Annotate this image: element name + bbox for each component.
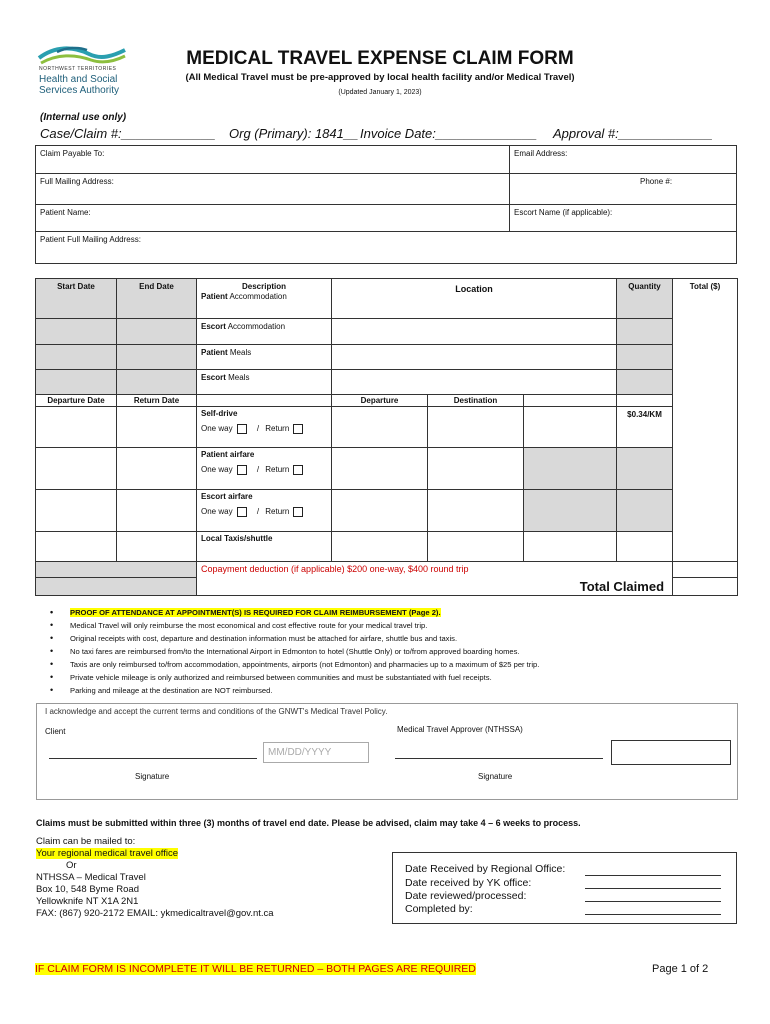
travel-qty-spacer	[524, 395, 617, 407]
destination-input[interactable]	[428, 532, 524, 562]
return-date-input[interactable]	[117, 532, 197, 562]
start-date-input[interactable]	[36, 370, 117, 395]
escort-name-field[interactable]	[510, 205, 737, 232]
note-item: • Medical Travel will only reimburse the most economical and cost effective route for your medical travel trip.	[50, 619, 710, 632]
row-2-bold: Escort	[201, 322, 226, 331]
row-2-desc: Accommodation	[225, 322, 286, 331]
completed-input[interactable]	[585, 914, 721, 915]
approver-signature-line[interactable]	[395, 758, 603, 759]
row-3-bold: Patient	[201, 348, 228, 357]
quantity-input-disabled	[524, 490, 617, 532]
logo	[37, 44, 137, 99]
one-way-checkbox[interactable]	[237, 465, 247, 475]
page-title: MEDICAL TRAVEL EXPENSE CLAIM FORM	[186, 48, 574, 69]
claim-payable-field[interactable]	[36, 146, 510, 174]
email-field[interactable]	[510, 146, 737, 174]
row-4-desc: Meals	[225, 373, 250, 382]
total-claimed-label: Total Claimed	[579, 578, 665, 594]
updated-date: (Updated January 1, 2023)	[338, 89, 422, 96]
approver-date-input[interactable]	[611, 740, 731, 765]
self-drive-rate: $0.34/KM	[627, 410, 662, 419]
destination-header-cell	[428, 395, 524, 407]
mailing-info	[36, 836, 274, 920]
slash-separator: /	[256, 424, 260, 434]
departure-input[interactable]	[332, 407, 428, 448]
patient-name-label: Patient Name:	[40, 208, 91, 217]
departure-date-input[interactable]	[36, 490, 117, 532]
row-4-bold: Escort	[201, 373, 226, 382]
return-date-input[interactable]	[117, 448, 197, 490]
return-date-header: Return Date	[133, 396, 180, 405]
email-label: Email Address:	[514, 149, 568, 158]
patient-airfare-label: Patient airfare	[201, 450, 255, 459]
destination-input[interactable]	[428, 490, 524, 532]
patient-airfare-cell	[197, 448, 332, 490]
address-line2: Yellowknife NT X1A 2N1	[36, 896, 139, 907]
departure-date-input[interactable]	[36, 407, 117, 448]
phone-field[interactable]	[510, 174, 737, 205]
claim-payable-label: Claim Payable To:	[40, 149, 105, 158]
local-taxis-cell	[197, 532, 332, 562]
start-date-input[interactable]	[36, 345, 117, 370]
page-subtitle: (All Medical Travel must be pre-approved by local health facility and/or Medical Travel)	[185, 72, 575, 83]
received-regional-label: Date Received by Regional Office:	[405, 863, 566, 875]
departure-input[interactable]	[332, 532, 428, 562]
mailing-address-field[interactable]	[36, 174, 510, 205]
approver-signature-label: Signature	[478, 772, 513, 781]
contact-line: FAX: (867) 920-2172 EMAIL: ykmedicaltravel@gov.nt.ca	[36, 908, 274, 919]
approver-label: Medical Travel Approver (NTHSSA)	[397, 725, 523, 734]
internal-use-label: (Internal use only)	[40, 112, 127, 123]
total-claimed-cell	[197, 578, 673, 596]
departure-header: Departure	[360, 396, 399, 405]
received-yk-input[interactable]	[585, 888, 721, 889]
departure-input[interactable]	[332, 490, 428, 532]
start-date-input[interactable]	[36, 319, 117, 345]
end-date-input[interactable]	[117, 370, 197, 395]
logo-subtitle: NORTHWEST TERRITORIES	[39, 66, 117, 72]
notes-list	[50, 606, 710, 697]
escort-airfare-options	[197, 503, 331, 521]
description-cell	[197, 395, 332, 407]
total-grey-cell	[36, 578, 197, 596]
slash-separator: /	[256, 465, 260, 475]
copay-grey-cell	[36, 562, 197, 578]
return-date-input[interactable]	[117, 490, 197, 532]
rate-input-disabled	[617, 490, 673, 532]
acknowledge-text: I acknowledge and accept the current terms and conditions of the GNWT's Medical Travel Policy.	[45, 707, 388, 716]
description-cell	[197, 345, 332, 370]
invoice-date-field[interactable]: Invoice Date:______________	[360, 126, 538, 141]
self-drive-cell	[197, 407, 332, 448]
patient-name-field[interactable]	[36, 205, 510, 232]
rate-input[interactable]	[617, 532, 673, 562]
description-header: Description	[241, 282, 286, 291]
regional-office-label: Your regional medical travel office	[36, 848, 179, 859]
destination-header: Destination	[453, 396, 498, 405]
quantity-input-disabled	[524, 448, 617, 490]
client-label: Client	[45, 727, 66, 736]
travel-rate-spacer	[617, 395, 673, 407]
patient-airfare-options	[197, 461, 331, 479]
one-way-label: One way	[201, 465, 233, 475]
return-checkbox[interactable]	[293, 507, 303, 517]
phone-label: Phone #:	[640, 177, 673, 186]
one-way-label: One way	[201, 424, 233, 434]
copay-text: Copayment deduction (if applicable) $200 one-way, $400 round trip	[201, 564, 469, 574]
quantity-input[interactable]	[617, 319, 673, 345]
description-cell	[197, 279, 332, 319]
claimant-info-table	[35, 145, 737, 264]
footer-warning	[35, 963, 476, 975]
mailing-address-label: Full Mailing Address:	[40, 177, 114, 186]
total-column[interactable]	[673, 279, 738, 562]
start-date-cell[interactable]	[36, 279, 117, 319]
rate-input-disabled	[617, 448, 673, 490]
end-date-input[interactable]	[117, 345, 197, 370]
quantity-input[interactable]	[617, 370, 673, 395]
note-item: • Taxis are only reimbursed to/from accommodation, appointments, airports (not Edmonton) and pharmacies up to a maximum of $25 per trip.	[50, 658, 710, 671]
org-primary-field[interactable]: Org (Primary): 1841__	[229, 126, 359, 141]
return-label: Return	[265, 424, 290, 434]
note-item: • No taxi fares are reimbursed from/to the International Airport in Edmonton to hotel (Shuttle Only) or to/from approved boarding homes.	[50, 645, 710, 658]
location-input[interactable]	[332, 370, 617, 395]
expense-table	[35, 278, 738, 596]
escort-airfare-cell	[197, 490, 332, 532]
mailed-to-label: Claim can be mailed to:	[36, 836, 136, 847]
reviewed-label: Date reviewed/processed:	[405, 890, 527, 902]
case-claim-field[interactable]: Case/Claim #:_____________	[40, 126, 216, 141]
submission-deadline: Claims must be submitted within three (3) months of travel end date. Please be advised, claim may take 4 – 6 weeks to process.	[36, 818, 581, 828]
note-item: • Private vehicle mileage is only authorized and reimbursed between communities and must be substantiated with fuel receipts.	[50, 671, 710, 684]
return-date-header-cell	[117, 395, 197, 407]
self-drive-label: Self-drive	[201, 409, 238, 418]
location-cell[interactable]	[332, 279, 617, 319]
note-item: • Parking and mileage at the destination are NOT reimbursed.	[50, 684, 710, 697]
escort-airfare-label: Escort airfare	[201, 492, 253, 501]
departure-date-input[interactable]	[36, 532, 117, 562]
departure-header-cell	[332, 395, 428, 407]
completed-label: Completed by:	[405, 903, 473, 915]
note-item	[50, 606, 710, 619]
copay-cell	[197, 562, 673, 578]
note-highlight: PROOF OF ATTENDANCE AT APPOINTMENT(S) IS REQUIRED FOR CLAIM REIMBURSEMENT (Page 2).	[70, 608, 441, 617]
self-drive-rate-cell	[617, 407, 673, 448]
description-cell	[197, 319, 332, 345]
end-date-header: End Date	[139, 282, 174, 291]
slash-separator: /	[256, 507, 260, 517]
location-input[interactable]	[332, 345, 617, 370]
departure-date-header-cell	[36, 395, 117, 407]
one-way-checkbox[interactable]	[237, 507, 247, 517]
office-use-box	[392, 852, 737, 924]
total-claimed-input[interactable]	[673, 578, 738, 596]
row-3-desc: Meals	[227, 348, 252, 357]
departure-input[interactable]	[332, 448, 428, 490]
patient-mailing-label: Patient Full Mailing Address:	[40, 235, 141, 244]
quantity-input[interactable]	[617, 345, 673, 370]
return-checkbox[interactable]	[293, 465, 303, 475]
quantity-header: Quantity	[628, 282, 661, 291]
client-date-input[interactable]: MM/DD/YYYY	[263, 742, 369, 763]
destination-input[interactable]	[428, 448, 524, 490]
one-way-label: One way	[201, 507, 233, 517]
or-label: Or	[66, 860, 77, 871]
local-taxis-label: Local Taxis/shuttle	[201, 534, 273, 543]
footer-warning-text: IF CLAIM FORM IS INCOMPLETE IT WILL BE RETURNED – BOTH PAGES ARE REQUIRED	[35, 963, 476, 975]
received-yk-label: Date received by YK office:	[405, 877, 532, 889]
return-date-input[interactable]	[117, 407, 197, 448]
row-1-bold: Patient	[201, 292, 228, 301]
patient-mailing-field[interactable]	[36, 232, 737, 264]
note-item: • Original receipts with cost, departure and destination information must be attached for airfare, shuttle bus and taxis.	[50, 632, 710, 645]
return-checkbox[interactable]	[293, 424, 303, 434]
departure-date-input[interactable]	[36, 448, 117, 490]
reviewed-input[interactable]	[585, 901, 721, 902]
quantity-cell[interactable]	[617, 279, 673, 319]
acknowledge-box	[36, 703, 738, 800]
return-label: Return	[265, 507, 290, 517]
logo-waves-icon	[37, 44, 127, 66]
logo-line3: Services Authority	[39, 85, 120, 96]
client-signature-label: Signature	[135, 772, 170, 781]
end-date-cell[interactable]	[117, 279, 197, 319]
location-header: Location	[455, 284, 493, 294]
approval-field[interactable]: Approval #:_____________	[553, 126, 713, 141]
location-input[interactable]	[332, 319, 617, 345]
org-name: NTHSSA – Medical Travel	[36, 872, 146, 883]
return-label: Return	[265, 465, 290, 475]
received-regional-input[interactable]	[585, 875, 721, 876]
quantity-input[interactable]	[524, 407, 617, 448]
escort-name-label: Escort Name (if applicable):	[514, 208, 613, 217]
self-drive-options	[197, 420, 331, 438]
destination-input[interactable]	[428, 407, 524, 448]
departure-date-header: Departure Date	[47, 396, 105, 405]
total-header: Total ($)	[689, 282, 721, 291]
row-1-desc: Accommodation	[227, 292, 287, 301]
description-cell	[197, 370, 332, 395]
client-signature-line[interactable]	[49, 758, 257, 759]
quantity-input[interactable]	[524, 532, 617, 562]
end-date-input[interactable]	[117, 319, 197, 345]
logo-line2: Health and Social	[39, 74, 118, 85]
one-way-checkbox[interactable]	[237, 424, 247, 434]
page-number: Page 1 of 2	[652, 963, 709, 975]
copay-total-input[interactable]	[673, 562, 738, 578]
address-line1: Box 10, 548 Byme Road	[36, 884, 139, 895]
start-date-header: Start Date	[57, 282, 95, 291]
